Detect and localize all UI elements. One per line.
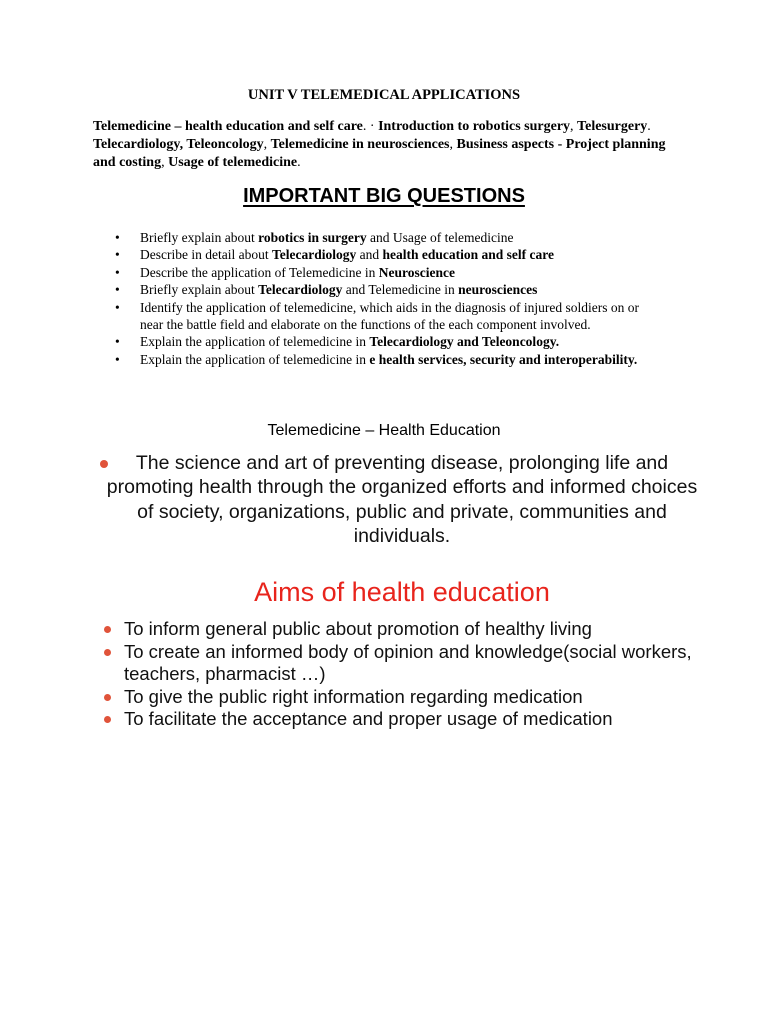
health-education-slide [92, 446, 712, 846]
question-keyword: Telecardiology and Teleoncology. [369, 334, 560, 350]
question-text: Explain the application of telemedicine in [140, 334, 370, 350]
question-item [93, 299, 648, 334]
question-item [93, 264, 648, 281]
aim-item [92, 708, 712, 731]
aim-item [92, 686, 712, 709]
aim-text: To create an informed body of opinion and knowledge(social workers, teachers, pharmacist …) [124, 640, 692, 684]
question-text: and Telemedicine in [342, 282, 459, 298]
syllabus-topic: Telemedicine – health education and self care [93, 119, 363, 134]
syllabus-separator: . [297, 155, 301, 170]
question-item [93, 229, 648, 246]
bullet-icon: • [115, 334, 120, 350]
question-keyword: neurosciences [458, 282, 538, 298]
bullet-icon: • [115, 351, 120, 367]
aims-title: Aims of health education [254, 577, 550, 607]
syllabus-topic: Telecardiology, Teleoncology [93, 137, 264, 152]
aim-item [92, 618, 712, 641]
bullet-icon [100, 460, 108, 468]
question-text: Briefly explain about [140, 282, 259, 298]
question-item [93, 333, 648, 350]
question-text: Identify the application of telemedicine, which aids in the diagnosis of injured soldiers on or near the battle field and elaborate on the functions of the each component involved. [140, 299, 639, 333]
syllabus-topic: Telesurgery [577, 119, 648, 134]
syllabus-paragraph [93, 118, 683, 172]
syllabus-topic: Usage of telemedicine [168, 155, 298, 170]
question-text: Briefly explain about [140, 230, 259, 245]
question-keyword: e health services, security and interoperability. [369, 351, 638, 367]
bullet-icon [104, 694, 111, 701]
aims-list [92, 618, 712, 731]
bullet-icon [104, 626, 111, 633]
syllabus-separator: . [647, 119, 651, 134]
syllabus-separator: , [449, 137, 457, 152]
bullet-icon: • [115, 282, 120, 298]
question-text: Explain the application of telemedicine in [140, 351, 370, 367]
bullet-icon [104, 716, 111, 723]
aim-item [92, 641, 712, 686]
syllabus-separator: , [263, 137, 271, 152]
question-text: and Usage of telemedicine [366, 230, 514, 245]
questions-list [93, 229, 648, 368]
aim-text: To facilitate the acceptance and proper usage of medication [124, 708, 613, 729]
unit-title: UNIT V TELEMEDICAL APPLICATIONS [247, 87, 521, 103]
syllabus-separator: , [161, 155, 169, 170]
question-keyword: Neuroscience [378, 264, 455, 280]
slide-definition [100, 451, 704, 548]
syllabus-topic: Introduction to robotics surgery [378, 119, 571, 134]
question-keyword: Telecardiology [258, 282, 343, 298]
question-keyword: health education and self care [382, 247, 554, 263]
aim-text: To inform general public about promotion of healthy living [124, 618, 592, 639]
question-item [93, 281, 648, 298]
aim-text: To give the public right information regarding medication [124, 685, 583, 707]
question-keyword: Telecardiology [271, 247, 357, 263]
syllabus-separator: , [570, 119, 578, 134]
question-text: and [356, 247, 383, 263]
question-item [93, 351, 648, 368]
question-item [93, 246, 648, 263]
slide-definition-text: The science and art of preventing disease, prolonging life and promoting health through the organized efforts and informed choices of society, organizations, public and private, communities and individuals. [106, 452, 698, 547]
bullet-icon: • [115, 230, 120, 245]
bullet-icon: • [115, 264, 120, 280]
question-text: Describe the application of Telemedicine in [140, 264, 379, 280]
syllabus-separator: . · [362, 119, 379, 134]
bullet-icon: • [115, 247, 120, 263]
question-text: Describe in detail about [140, 247, 272, 263]
section-heading: Telemedicine – Health Education [267, 422, 501, 439]
bullet-icon: • [115, 299, 120, 315]
bullet-icon [104, 649, 111, 656]
questions-heading: IMPORTANT BIG QUESTIONS [243, 185, 525, 207]
syllabus-topic: Business aspects - Project planning and costing [93, 137, 666, 170]
question-keyword: robotics in surgery [258, 230, 367, 245]
syllabus-topic: Telemedicine in neurosciences [270, 137, 450, 152]
